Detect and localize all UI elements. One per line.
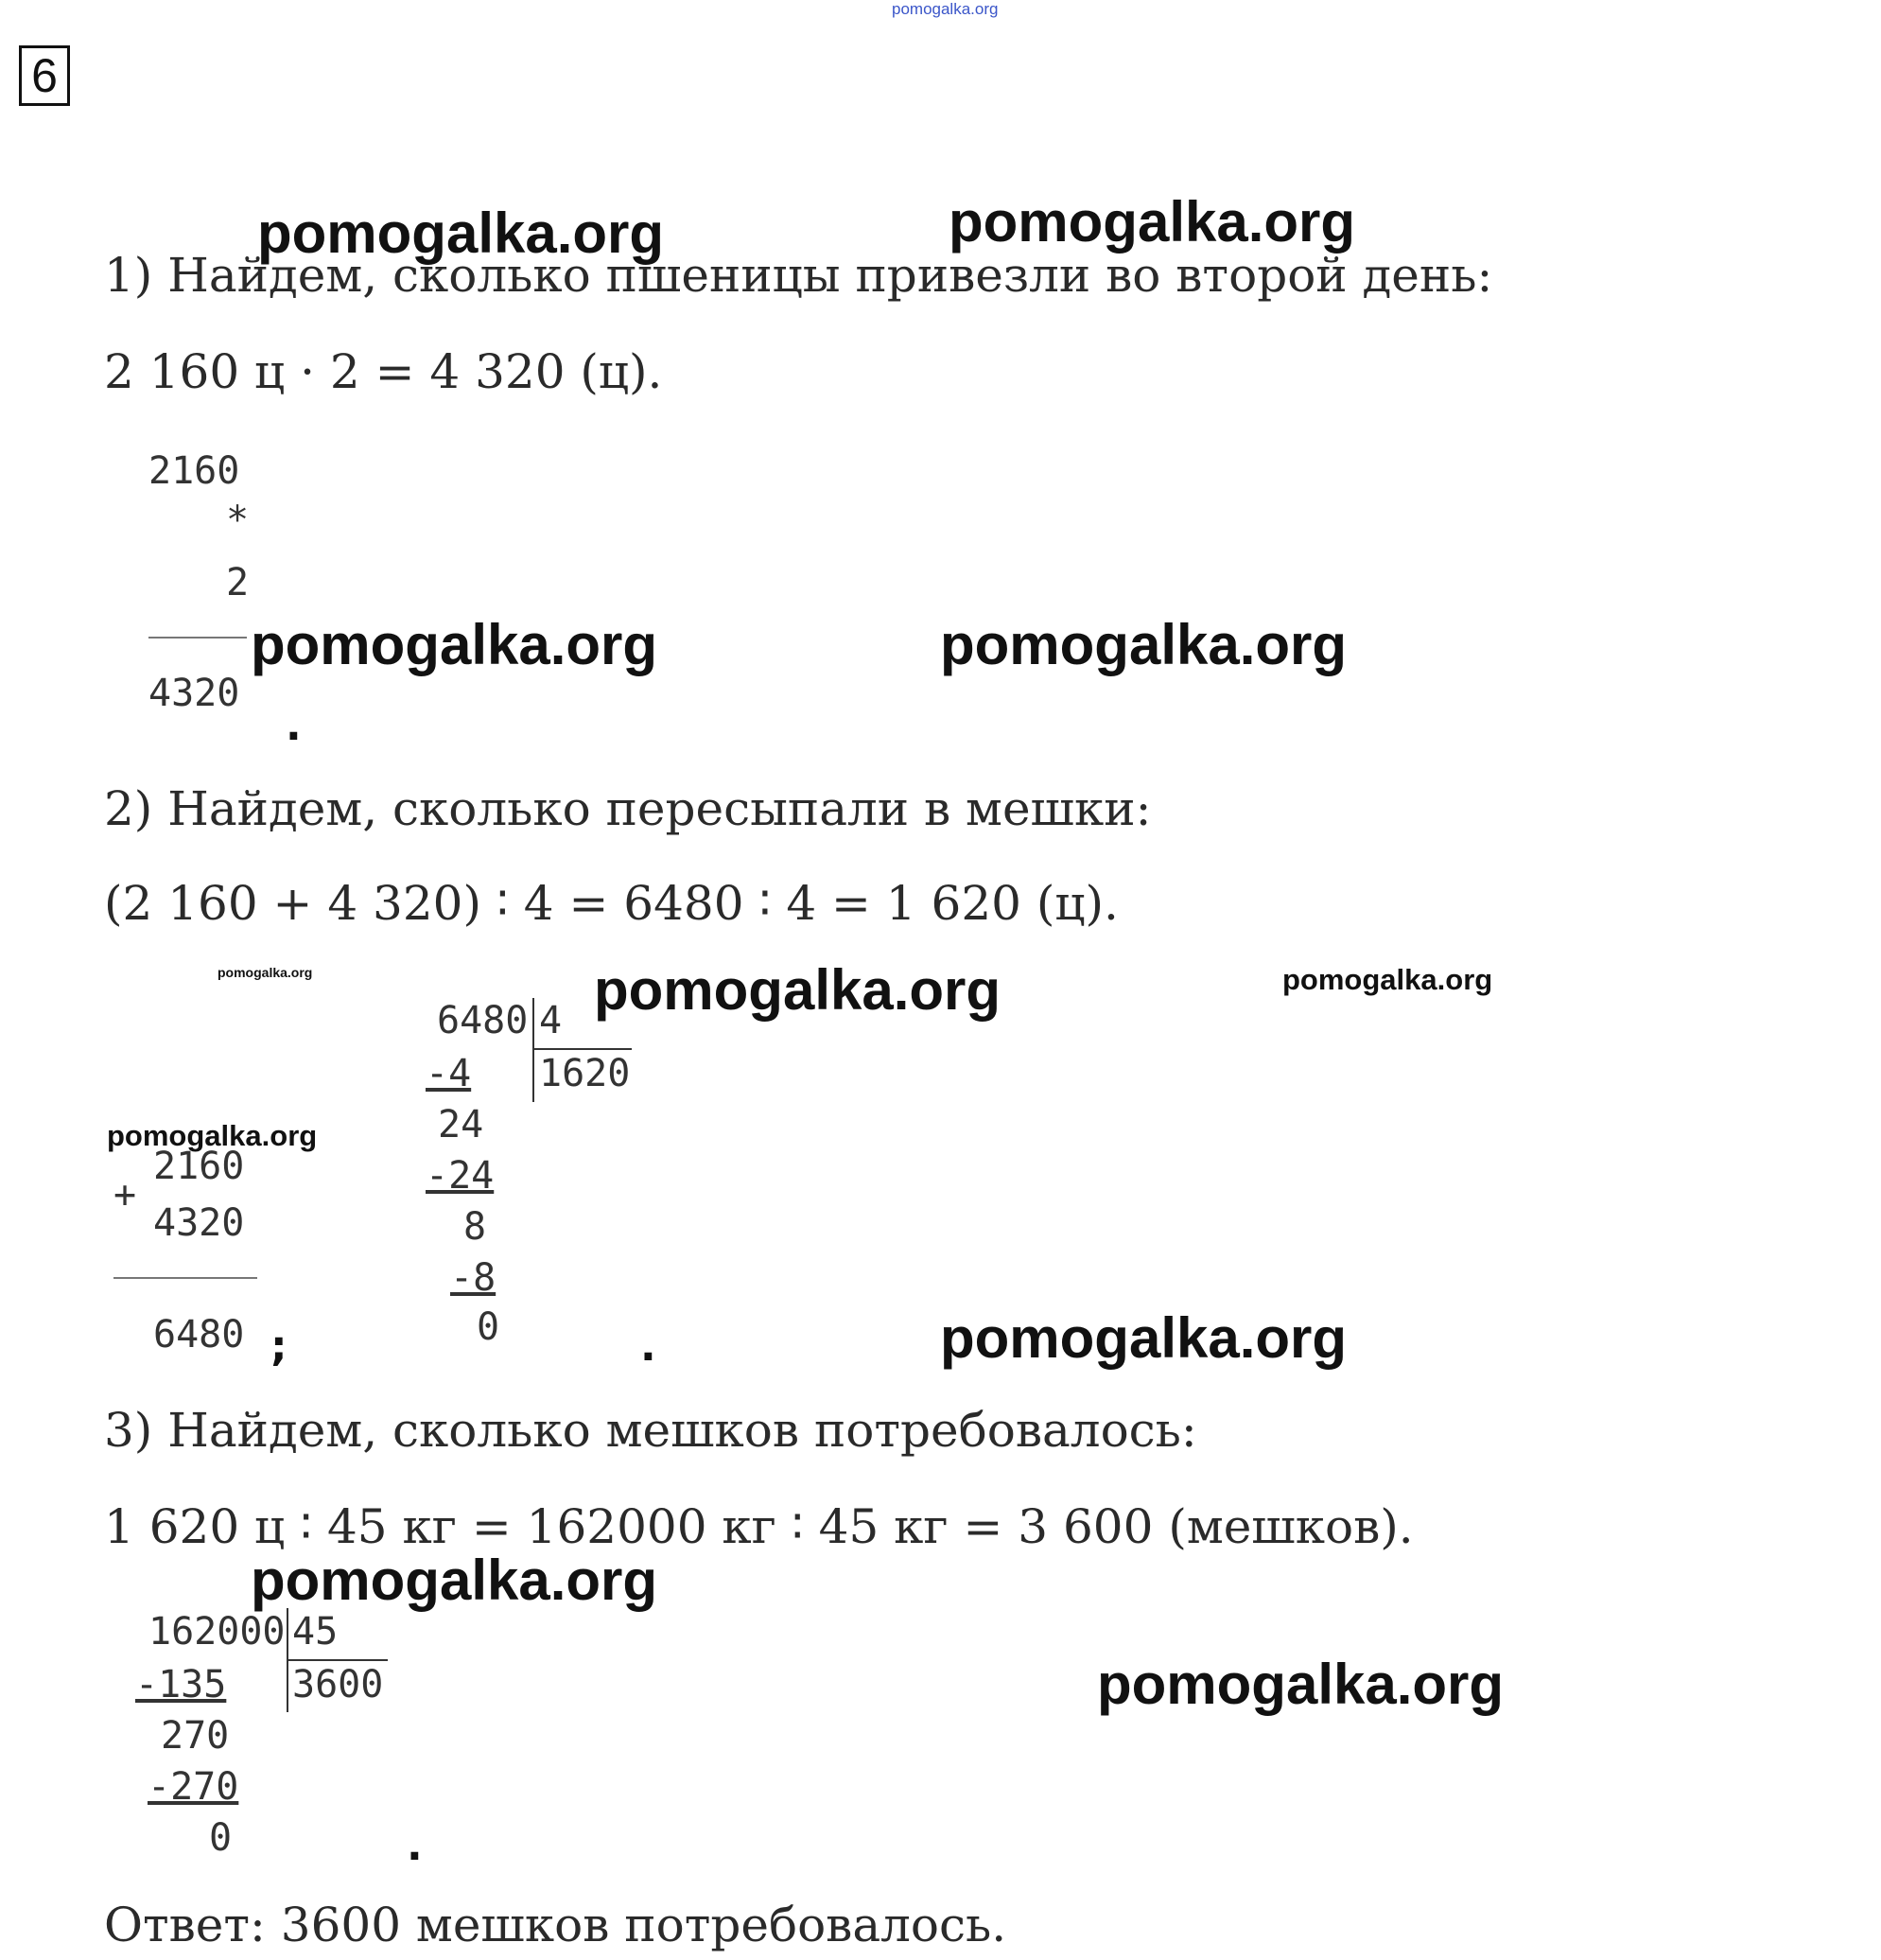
step2-division-quotient: 1620 [539, 1052, 631, 1095]
step2-division-step: 24 [438, 1103, 484, 1146]
watermark: pomogalka.org [1282, 963, 1493, 996]
watermark: pomogalka.org [218, 965, 313, 980]
watermark: pomogalka.org [940, 1306, 1348, 1370]
answer-line: Ответ: 3600 мешков потребовалось. [104, 1898, 1007, 1952]
step1-equation: 2 160 ц · 2 = 4 320 (ц). [104, 344, 663, 399]
step2-division-step: -4 [426, 1052, 472, 1095]
step2-division-step: 0 [477, 1305, 500, 1349]
step2-addition-top: 2160 [153, 1145, 245, 1188]
step2-division-step: -24 [426, 1154, 495, 1198]
step3-division-quotient: 3600 [292, 1663, 384, 1706]
step1-column-operator: * [226, 499, 250, 542]
step3-heading: 3) Найдем, сколько мешков потребовалось: [104, 1403, 1197, 1458]
step3-division-step: 0 [209, 1816, 233, 1860]
top-watermark: pomogalka.org [892, 0, 999, 18]
step2-heading: 2) Найдем, сколько пересыпали в мешки: [104, 781, 1152, 836]
step2-division-step: 8 [463, 1205, 487, 1249]
step1-column-period: . [286, 702, 302, 750]
watermark: pomogalka.org [251, 613, 658, 676]
watermark: pomogalka.org [107, 1119, 318, 1152]
step3-division-step: -135 [135, 1663, 227, 1706]
task-number-box: 6 [19, 45, 70, 106]
step2-addition-bottom: 4320 [153, 1201, 245, 1245]
step3-division-dividend: 162000 [148, 1610, 286, 1654]
step2-division-divisor: 4 [539, 999, 563, 1042]
step1-heading: 1) Найдем, сколько пшеницы привезли во второй день: [104, 248, 1493, 303]
step1-column-top: 2160 [148, 449, 240, 493]
step1-column-bottom: 2 [226, 561, 250, 604]
watermark: pomogalka.org [594, 958, 1001, 1022]
step2-addition-result: 6480 [153, 1313, 245, 1356]
step2-addition-operator: + [113, 1173, 137, 1216]
watermark: pomogalka.org [940, 613, 1348, 676]
step2-addition-rule [113, 1277, 257, 1279]
step3-division-period: . [407, 1822, 423, 1870]
step2-division-quotient-rule [534, 1048, 632, 1050]
watermark: pomogalka.org [949, 190, 1356, 254]
step3-equation: 1 620 ц ∶ 45 кг = 162000 кг ∶ 45 кг = 3 600 (мешков). [104, 1499, 1414, 1554]
step3-division-quotient-rule [288, 1659, 388, 1661]
step3-division-step: 270 [161, 1714, 230, 1758]
watermark: pomogalka.org [257, 201, 665, 265]
watermark: pomogalka.org [251, 1549, 658, 1612]
step2-division-step: -8 [450, 1256, 496, 1300]
watermark: pomogalka.org [1097, 1653, 1505, 1716]
step1-column-result: 4320 [148, 672, 240, 715]
step3-division-step: -270 [148, 1765, 239, 1809]
step1-column-rule [148, 637, 247, 639]
step3-division-divisor: 45 [292, 1610, 339, 1654]
step2-division-dividend: 6480 [437, 999, 529, 1042]
step2-division-bar [532, 998, 534, 1102]
step2-division-period: . [640, 1322, 656, 1371]
step2-addition-semicolon: ; [270, 1322, 287, 1371]
step2-equation: (2 160 + 4 320) ∶ 4 = 6480 ∶ 4 = 1 620 (ц). [104, 876, 1119, 931]
